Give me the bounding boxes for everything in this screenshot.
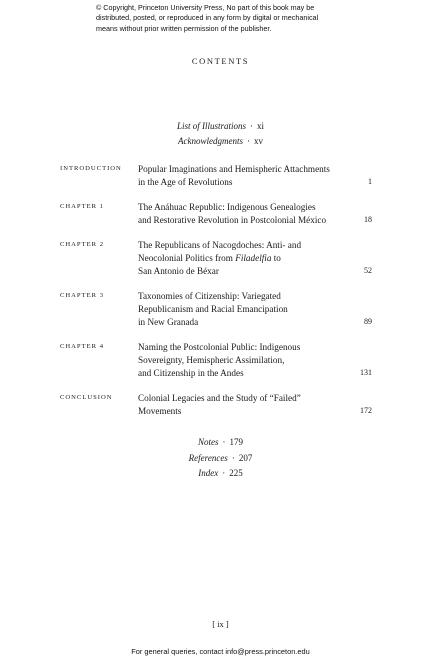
entry-title-line: and Restorative Revolution in Postcolonial México xyxy=(138,214,327,225)
page-title: CONTENTS xyxy=(191,56,250,66)
separator-dot: · xyxy=(231,453,235,463)
front-matter-page: xi xyxy=(257,121,265,131)
entry-title xyxy=(138,201,360,227)
front-matter-title: List of Illustrations xyxy=(176,121,246,131)
separator-dot: · xyxy=(222,468,226,478)
entry-title xyxy=(138,163,360,189)
back-matter-item xyxy=(0,435,441,451)
entry-label: CHAPTER 2 xyxy=(60,241,104,248)
entry-title-line: and Citizenship in the Andes xyxy=(138,367,244,378)
front-matter-title: Acknowledgments xyxy=(178,136,243,146)
separator-dot: · xyxy=(246,136,250,146)
entry-page: 131 xyxy=(360,368,372,377)
entry-title xyxy=(138,341,360,379)
entry-page: 18 xyxy=(364,215,372,224)
entry-title-line: The Republicans of Nacogdoches: Anti- and xyxy=(138,240,302,250)
entry-title-segment: Neocolonial Politics from Filadelfia to xyxy=(138,252,281,263)
entry-title-line: in the Age of Revolutions xyxy=(138,176,233,187)
back-matter-item xyxy=(0,451,441,467)
back-matter-title: Index xyxy=(198,468,219,478)
back-matter-title: References xyxy=(188,453,228,463)
back-matter-page: 207 xyxy=(238,453,253,463)
entry-title-line: Colonial Legacies and the Study of “Failed” xyxy=(138,393,301,403)
entry-title-line: Naming the Postcolonial Public: Indigenous xyxy=(138,342,301,352)
entry-page: 52 xyxy=(364,266,372,275)
separator-dot: · xyxy=(222,437,226,447)
front-matter-item xyxy=(0,119,441,133)
entry-label: CHAPTER 1 xyxy=(60,203,104,210)
entry-label: CHAPTER 4 xyxy=(60,343,104,350)
entry-title-line: The Anáhuac Republic: Indigenous Genealogies xyxy=(138,202,316,212)
copyright-line: © Copyright, Princeton University Press, No part of this book may be xyxy=(96,3,315,12)
back-matter-title: Notes xyxy=(197,437,219,447)
entry-title-line: Sovereignty, Hemispheric Assimilation, xyxy=(138,354,285,365)
entry-label: INTRODUCTION xyxy=(60,165,122,172)
entry-title-line: Republicanism and Racial Emancipation xyxy=(138,303,288,314)
entry-title-line: San Antonio de Béxar xyxy=(138,265,219,276)
entry-page: 89 xyxy=(364,317,372,326)
back-matter-page: 225 xyxy=(229,468,243,478)
entry-title xyxy=(138,290,360,328)
entry-title-line: Movements xyxy=(138,405,182,416)
contact-footer: For general queries, contact info@press.princeton.edu xyxy=(131,647,310,656)
entry-label: CHAPTER 3 xyxy=(60,292,104,299)
entry-label: CONCLUSION xyxy=(60,394,113,401)
entry-page: 1 xyxy=(368,177,372,186)
front-matter-item xyxy=(0,134,441,148)
separator-dot: · xyxy=(250,121,253,131)
entry-title-line: Taxonomies of Citizenship: Variegated xyxy=(138,291,281,301)
copyright-notice xyxy=(96,3,356,34)
entry-title xyxy=(138,239,360,277)
entry-title-line xyxy=(138,252,360,265)
page-number: [ ix ] xyxy=(212,619,229,629)
copyright-line: distributed, posted, or reproduced in any form by digital or mechanical xyxy=(96,13,319,23)
copyright-line: means without prior written permission of the publisher. xyxy=(96,23,272,33)
back-matter-page: 179 xyxy=(229,437,243,447)
entry-title-line: in New Granada xyxy=(138,316,199,327)
entry-title-line: Popular Imaginations and Hemispheric Attachments xyxy=(138,164,330,174)
entry-title xyxy=(138,392,360,418)
front-matter-page: xv xyxy=(253,136,263,146)
back-matter-item xyxy=(0,466,441,482)
entry-page: 172 xyxy=(360,406,372,415)
